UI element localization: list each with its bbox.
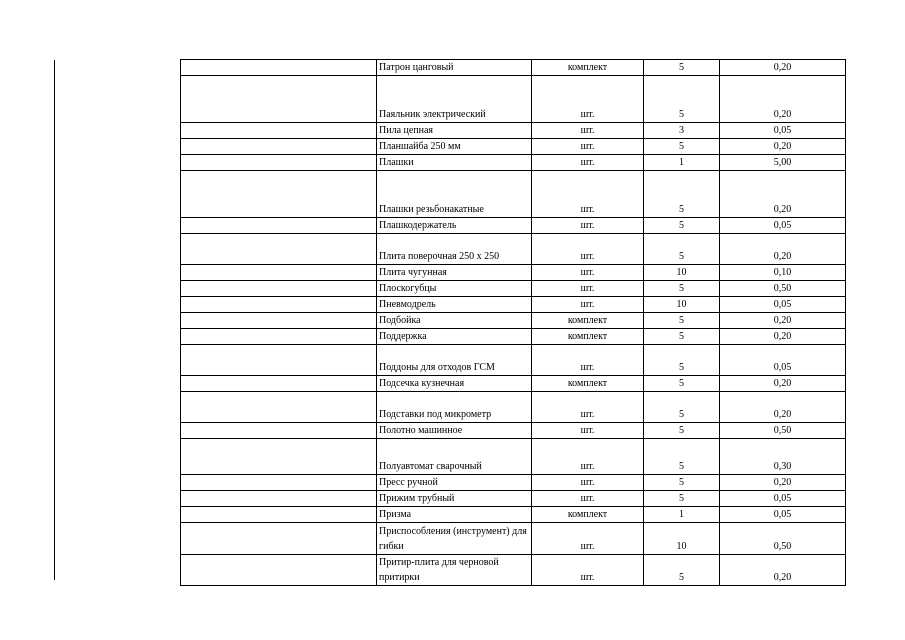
- item-name-cell: Призма: [377, 507, 532, 523]
- rate-cell: 0,50: [720, 281, 846, 297]
- item-name-cell: Плашки резьбонакатные: [377, 171, 532, 218]
- quantity-cell: 5: [644, 313, 720, 329]
- blank-cell: [181, 439, 377, 475]
- table-row: [181, 60, 846, 76]
- table-row: [181, 218, 846, 234]
- page-margin-line: [54, 60, 55, 580]
- item-name-cell: Прижим трубный: [377, 491, 532, 507]
- table-row: [181, 523, 846, 555]
- unit-cell: шт.: [532, 392, 644, 423]
- item-name-cell: Плита чугунная: [377, 265, 532, 281]
- unit-cell: шт.: [532, 218, 644, 234]
- quantity-cell: 5: [644, 439, 720, 475]
- quantity-cell: 5: [644, 281, 720, 297]
- quantity-cell: 5: [644, 234, 720, 265]
- unit-cell: шт.: [532, 523, 644, 555]
- blank-cell: [181, 76, 377, 123]
- rate-cell: 0,05: [720, 345, 846, 376]
- quantity-cell: 5: [644, 345, 720, 376]
- unit-cell: шт.: [532, 155, 644, 171]
- table-row: [181, 313, 846, 329]
- blank-cell: [181, 60, 377, 76]
- rate-cell: 0,20: [720, 171, 846, 218]
- equipment-table: [180, 59, 846, 586]
- rate-cell: 0,10: [720, 265, 846, 281]
- table-row: [181, 329, 846, 345]
- item-name-cell: Подсечка кузнечная: [377, 376, 532, 392]
- quantity-cell: 10: [644, 265, 720, 281]
- unit-cell: шт.: [532, 171, 644, 218]
- table-row: [181, 265, 846, 281]
- blank-cell: [181, 139, 377, 155]
- rate-cell: 0,05: [720, 123, 846, 139]
- unit-cell: комплект: [532, 329, 644, 345]
- quantity-cell: 10: [644, 297, 720, 313]
- table-row: [181, 281, 846, 297]
- quantity-cell: 5: [644, 76, 720, 123]
- unit-cell: шт.: [532, 281, 644, 297]
- blank-cell: [181, 218, 377, 234]
- blank-cell: [181, 475, 377, 491]
- item-name-cell: Поддоны для отходов ГСМ: [377, 345, 532, 376]
- rate-cell: 0,20: [720, 555, 846, 586]
- quantity-cell: 5: [644, 555, 720, 586]
- table-row: [181, 139, 846, 155]
- item-name-cell: Приспособления (инструмент) для гибки: [377, 523, 532, 555]
- item-name-cell: Пневмодрель: [377, 297, 532, 313]
- blank-cell: [181, 265, 377, 281]
- table-row: [181, 507, 846, 523]
- rate-cell: 0,20: [720, 313, 846, 329]
- unit-cell: шт.: [532, 139, 644, 155]
- quantity-cell: 5: [644, 392, 720, 423]
- rate-cell: 0,20: [720, 475, 846, 491]
- unit-cell: шт.: [532, 491, 644, 507]
- table-row: [181, 439, 846, 475]
- table-row: [181, 345, 846, 376]
- quantity-cell: 5: [644, 376, 720, 392]
- blank-cell: [181, 155, 377, 171]
- quantity-cell: 5: [644, 491, 720, 507]
- item-name-cell: Пила цепная: [377, 123, 532, 139]
- blank-cell: [181, 376, 377, 392]
- table-row: [181, 297, 846, 313]
- rate-cell: 0,20: [720, 139, 846, 155]
- table-row: [181, 76, 846, 123]
- quantity-cell: 5: [644, 60, 720, 76]
- blank-cell: [181, 555, 377, 586]
- unit-cell: шт.: [532, 297, 644, 313]
- blank-cell: [181, 423, 377, 439]
- blank-cell: [181, 297, 377, 313]
- quantity-cell: 5: [644, 171, 720, 218]
- table-row: [181, 555, 846, 586]
- rate-cell: 5,00: [720, 155, 846, 171]
- item-name-cell: Поддержка: [377, 329, 532, 345]
- rate-cell: 0,30: [720, 439, 846, 475]
- item-name-cell: Паяльник электрический: [377, 76, 532, 123]
- unit-cell: шт.: [532, 345, 644, 376]
- unit-cell: шт.: [532, 555, 644, 586]
- blank-cell: [181, 123, 377, 139]
- item-name-cell: Подбойка: [377, 313, 532, 329]
- item-name-cell: Патрон цанговый: [377, 60, 532, 76]
- unit-cell: шт.: [532, 76, 644, 123]
- blank-cell: [181, 523, 377, 555]
- unit-cell: шт.: [532, 475, 644, 491]
- quantity-cell: 1: [644, 155, 720, 171]
- item-name-cell: Плашки: [377, 155, 532, 171]
- quantity-cell: 1: [644, 507, 720, 523]
- item-name-cell: Планшайба 250 мм: [377, 139, 532, 155]
- quantity-cell: 5: [644, 218, 720, 234]
- quantity-cell: 3: [644, 123, 720, 139]
- item-name-cell: Полотно машинное: [377, 423, 532, 439]
- item-name-cell: Пресс ручной: [377, 475, 532, 491]
- item-name-cell: Плоскогубцы: [377, 281, 532, 297]
- unit-cell: шт.: [532, 423, 644, 439]
- rate-cell: 0,20: [720, 392, 846, 423]
- rate-cell: 0,05: [720, 297, 846, 313]
- rate-cell: 0,20: [720, 234, 846, 265]
- table-row: [181, 491, 846, 507]
- table-row: [181, 475, 846, 491]
- rate-cell: 0,50: [720, 423, 846, 439]
- table-row: [181, 123, 846, 139]
- unit-cell: комплект: [532, 376, 644, 392]
- rate-cell: 0,05: [720, 218, 846, 234]
- rate-cell: 0,20: [720, 60, 846, 76]
- rate-cell: 0,20: [720, 376, 846, 392]
- table-row: [181, 234, 846, 265]
- quantity-cell: 5: [644, 423, 720, 439]
- blank-cell: [181, 313, 377, 329]
- rate-cell: 0,05: [720, 507, 846, 523]
- rate-cell: 0,20: [720, 76, 846, 123]
- quantity-cell: 5: [644, 329, 720, 345]
- blank-cell: [181, 234, 377, 265]
- quantity-cell: 5: [644, 475, 720, 491]
- quantity-cell: 5: [644, 139, 720, 155]
- blank-cell: [181, 171, 377, 218]
- unit-cell: шт.: [532, 439, 644, 475]
- unit-cell: комплект: [532, 60, 644, 76]
- table-row: [181, 171, 846, 218]
- unit-cell: шт.: [532, 265, 644, 281]
- rate-cell: 0,05: [720, 491, 846, 507]
- item-name-cell: Полуавтомат сварочный: [377, 439, 532, 475]
- table-row: [181, 155, 846, 171]
- blank-cell: [181, 491, 377, 507]
- blank-cell: [181, 329, 377, 345]
- blank-cell: [181, 507, 377, 523]
- rate-cell: 0,20: [720, 329, 846, 345]
- unit-cell: шт.: [532, 234, 644, 265]
- blank-cell: [181, 392, 377, 423]
- unit-cell: комплект: [532, 507, 644, 523]
- rate-cell: 0,50: [720, 523, 846, 555]
- table-row: [181, 376, 846, 392]
- unit-cell: комплект: [532, 313, 644, 329]
- table-row: [181, 423, 846, 439]
- blank-cell: [181, 345, 377, 376]
- quantity-cell: 10: [644, 523, 720, 555]
- item-name-cell: Плита поверочная 250 х 250: [377, 234, 532, 265]
- blank-cell: [181, 281, 377, 297]
- item-name-cell: Подставки под микрометр: [377, 392, 532, 423]
- item-name-cell: Притир-плита для черновой притирки: [377, 555, 532, 586]
- table-row: [181, 392, 846, 423]
- item-name-cell: Плашкодержатель: [377, 218, 532, 234]
- unit-cell: шт.: [532, 123, 644, 139]
